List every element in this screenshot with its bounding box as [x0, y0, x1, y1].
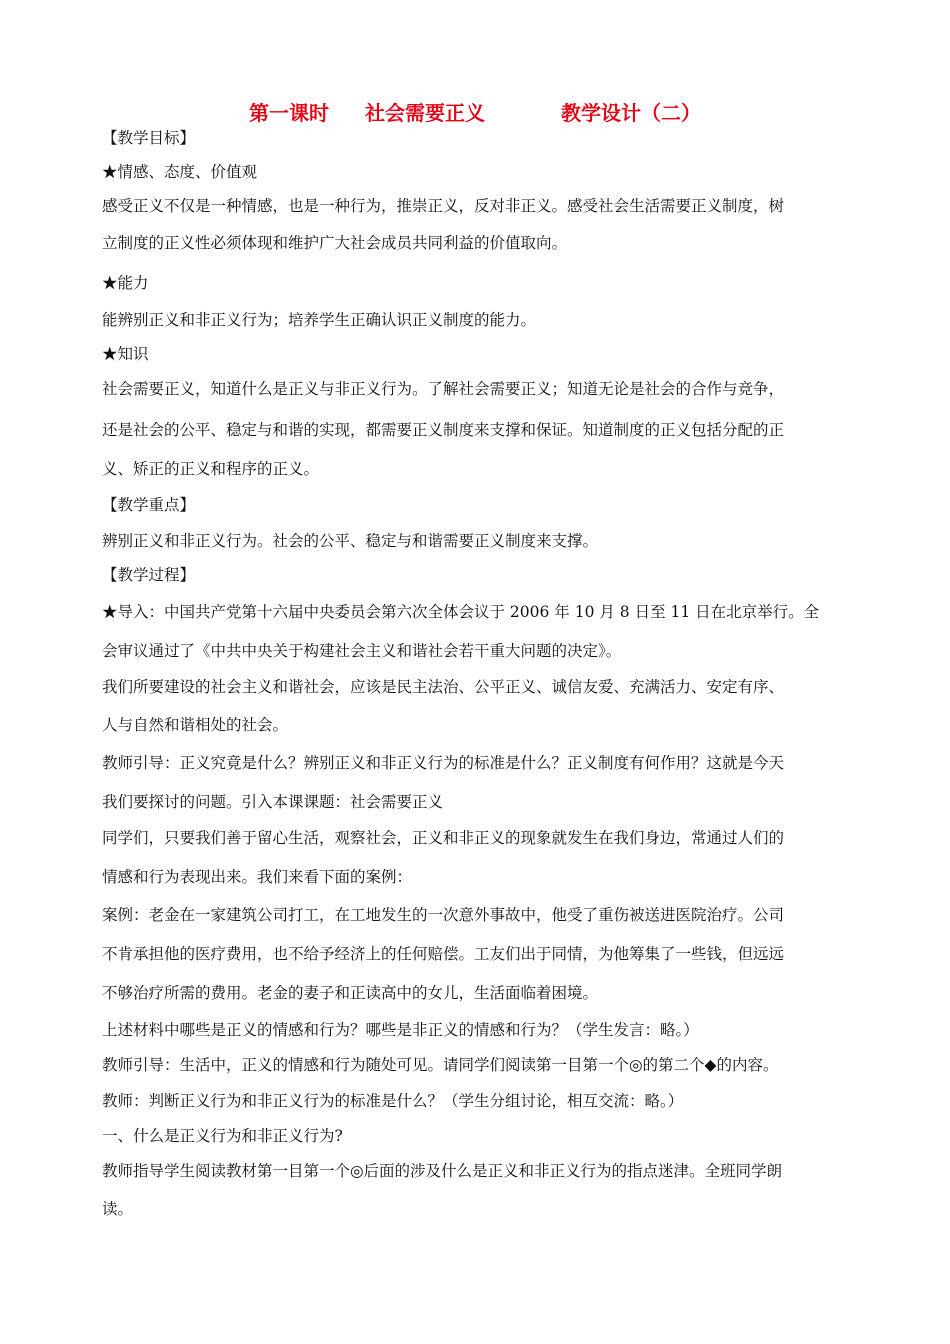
paragraph-line: 教师指导学生阅读教材第一目第一个◎后面的涉及什么是正义和非正义行为的指点迷津。全班同学朗: [102, 1162, 783, 1180]
title-topic: 社会需要正义: [365, 101, 485, 125]
paragraph-line: 同学们，只要我们善于留心生活，观察社会，正义和非正义的现象就发生在我们身边，常通过人们的: [102, 829, 785, 847]
paragraph-line: 辨别正义和非正义行为。社会的公平、稳定与和谐需要正义制度来支撑。: [102, 532, 599, 550]
paragraph-line: 读。: [102, 1200, 134, 1218]
paragraph-line: 情感和行为表现出来。我们来看下面的案例：: [102, 868, 413, 886]
paragraph-line: 还是社会的公平、稳定与和谐的实现，都需要正义制度来支撑和保证。知道制度的正义包括分配的正: [102, 421, 785, 439]
paragraph-line: 会审议通过了《中共中央关于构建社会主义和谐社会若干重大问题的决定》。: [102, 642, 622, 660]
paragraph-line: 社会需要正义，知道什么是正义与非正义行为。了解社会需要正义；知道无论是社会的合作与竞争，: [102, 380, 785, 398]
paragraph-line: 教师：判断正义行为和非正义行为的标准是什么？（学生分组讨论，相互交流：略。）: [102, 1092, 684, 1110]
paragraph-line: 案例：老金在一家建筑公司打工，在工地发生的一次意外事故中，他受了重伤被送进医院治疗。公司: [102, 906, 785, 924]
subheading-knowledge: ★知识: [102, 345, 149, 363]
paragraph-line: 不够治疗所需的费用。老金的妻子和正读高中的女儿，生活面临着困境。: [102, 984, 599, 1002]
paragraph-line: 上述材料中哪些是正义的情感和行为？哪些是非正义的情感和行为？（学生发言：略。）: [102, 1021, 699, 1039]
paragraph-line: 立制度的正义性必须体现和维护广大社会成员共同利益的价值取向。: [102, 234, 568, 252]
paragraph-line: 义、矫正的正义和程序的正义。: [102, 460, 320, 478]
subsection-heading: 一、什么是正义行为和非正义行为?: [102, 1127, 343, 1145]
section-heading-focus: 【教学重点】: [102, 496, 196, 514]
paragraph-line: 能辨别正义和非正义行为；培养学生正确认识正义制度的能力。: [102, 311, 537, 329]
page-title: [0, 100, 950, 126]
section-heading-goals: 【教学目标】: [102, 129, 196, 147]
subheading-emotion: ★情感、态度、价值观: [102, 163, 258, 181]
subheading-ability: ★能力: [102, 274, 149, 292]
paragraph-line: 我们要探讨的问题。引入本课课题：社会需要正义: [102, 793, 444, 811]
title-lesson: 第一课时: [249, 101, 329, 125]
paragraph-line: 感受正义不仅是一种情感，也是一种行为，推崇正义，反对非正义。感受社会生活需要正义制度，树: [102, 197, 785, 215]
paragraph-line: 教师引导：正义究竟是什么？辨别正义和非正义行为的标准是什么？正义制度有何作用？这就是今天: [102, 754, 785, 772]
title-design: 教学设计（二）: [561, 101, 701, 125]
paragraph-line: 教师引导：生活中，正义的情感和行为随处可见。请同学们阅读第一目第一个◎的第二个◆的内容。: [102, 1056, 779, 1074]
paragraph-line: 人与自然和谐相处的社会。: [102, 716, 289, 734]
section-heading-process: 【教学过程】: [102, 566, 196, 584]
paragraph-line: 不肯承担他的医疗费用，也不给予经济上的任何赔偿。工友们出于同情，为他筹集了一些钱，但远远: [102, 945, 785, 963]
paragraph-line: 我们所要建设的社会主义和谐社会，应该是民主法治、公平正义、诚信友爱、充满活力、安定有序、: [102, 678, 785, 696]
paragraph-line: ★导入：中国共产党第十六届中央委员会第六次全体会议于 2006 年 10 月 8 日至 11 日在北京举行。全: [102, 603, 820, 621]
